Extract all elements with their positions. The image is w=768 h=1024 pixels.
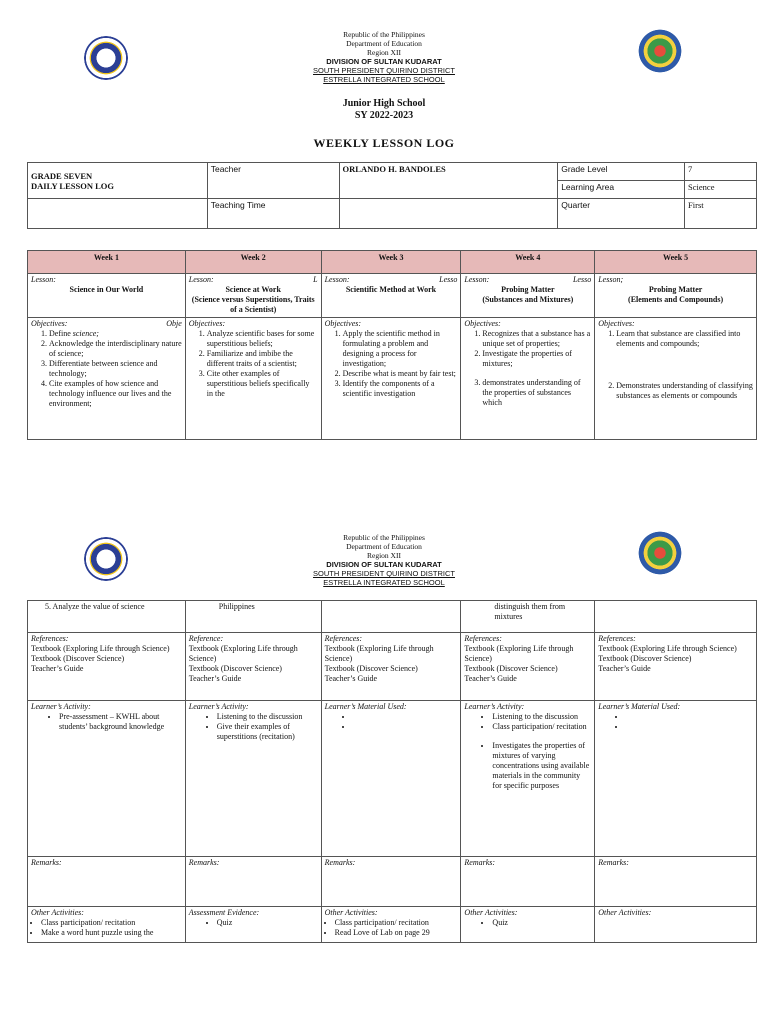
teaching-time-label: Teaching Time: [207, 199, 339, 229]
lesson-label: Lesson:: [31, 275, 56, 284]
lesson-label: Lesson;: [598, 275, 624, 284]
lesson-subtitle: (Elements and Compounds): [628, 295, 724, 304]
activities-w1: Learner’s Activity: • Pre-assessment – KWHL about students’ background knowledge: [28, 701, 186, 857]
objective-item: 2. Demonstrates understanding of classifying substances as elements or compounds: [616, 381, 753, 401]
quarter-value: First: [685, 199, 757, 229]
other-w5: Other Activities:: [595, 907, 757, 943]
references-w1: References: Textbook (Exploring Life through Science) Textbook (Discover Science) Teacher’s Guide: [28, 633, 186, 701]
objective-item: 2. Familiarize and imbibe the different traits of a scientist;: [207, 349, 318, 369]
objectives-cell-w3: [321, 318, 461, 440]
objectives-label: Objectives:: [188, 319, 226, 328]
other-list: • Class participation/ recitation • Read Love of Lab on page 29: [325, 918, 458, 938]
lesson-title: Science in Our World: [69, 285, 144, 294]
activities-list: [598, 712, 753, 732]
objective-item: 4. Cite examples of how science and technology influence our lives and the environment;: [49, 379, 182, 409]
blank-cell: [28, 199, 208, 229]
lesson-title: Probing Matter: [501, 285, 555, 294]
remarks-w5: Remarks:: [595, 857, 757, 907]
continued-w4: distinguish them from mixtures: [461, 601, 595, 633]
dept-line: Department of Education: [346, 542, 422, 551]
objectives-label: Objectives:: [464, 319, 501, 328]
lesson-cell-w1: [28, 274, 186, 318]
lesson-subtitle: (Science versus Superstitions, Traits of a Scientist): [191, 295, 315, 314]
objective-item: 3. Identify the components of a scientific investigation: [343, 379, 458, 399]
lesson-cell-w4: [461, 274, 595, 318]
teaching-time-value: [339, 199, 558, 229]
lesson-subtitle: (Substances and Mixtures): [482, 295, 574, 304]
objective-item: 3. demonstrates understanding of the properties of substances which: [482, 378, 591, 408]
lesson-cell-w2: [185, 274, 321, 318]
week-3-header: Week 3: [321, 251, 461, 274]
activities-list: • Pre-assessment – KWHL about students’ background knowledge: [31, 712, 182, 732]
republic-line: Republic of the Philippines: [343, 30, 425, 39]
references-w2: Reference: Textbook (Exploring Life through Science) Textbook (Discover Science) Teacher’s Guide: [185, 633, 321, 701]
activities-list: • Listening to the discussion • Class participation/ recitation • Investigates the properties of mixtures of varying concentrations using available materials in the community for specific purposes: [464, 712, 591, 791]
title-level: Junior High School: [342, 98, 426, 109]
week-5-header: Week 5: [595, 251, 757, 274]
learning-area-label: Learning Area: [558, 181, 685, 199]
references-w4: References: Textbook (Exploring Life through Science) Textbook (Discover Science) Teacher’s Guide: [461, 633, 595, 701]
objective-item: 1. Define science;: [49, 329, 182, 339]
dept-line: Department of Education: [346, 39, 422, 48]
objectives-list-w5: [598, 329, 753, 401]
objectives-list-w1: [31, 329, 182, 409]
other-w1: Other Activities: • Class participation/ recitation • Make a word hunt puzzle using the: [28, 907, 186, 943]
activities-w4: Learner’s Activity: • Listening to the discussion • Class participation/ recitation • Investigates the properties of mixtures of varying concentrations using available materials in the community for specific purposes: [461, 701, 595, 857]
objectives-label: Objectives:: [324, 319, 362, 328]
lesson-title: Science at Work: [225, 285, 281, 294]
division-line: DIVISION OF SULTAN KUDARAT: [326, 560, 442, 569]
quarter-label: Quarter: [558, 199, 685, 229]
other-w3: Other Activities: • Class participation/ recitation • Read Love of Lab on page 29: [321, 907, 461, 943]
activities-list: [325, 712, 458, 732]
objective-item: 3. Cite other examples of superstitious beliefs specifically in the: [207, 369, 318, 399]
other-w4: Other Activities: • Quiz: [461, 907, 595, 943]
title-block: [0, 98, 768, 122]
info-table: [27, 162, 757, 229]
letterhead: [0, 533, 768, 587]
remarks-w4: Remarks:: [461, 857, 595, 907]
objective-item: 1. Apply the scientific method in formulating a problem and designing a process for investigation;: [343, 329, 458, 369]
school-line: ESTRELLA INTEGRATED SCHOOL: [323, 578, 445, 587]
teacher-label: Teacher: [207, 163, 339, 199]
district-line: SOUTH PRESIDENT QUIRINO DISTRICT: [313, 66, 455, 75]
objective-item: 1. Recognizes that a substance has a unique set of properties;: [482, 329, 591, 349]
week-1-header: Week 1: [28, 251, 186, 274]
title-sy: SY 2022-2023: [354, 110, 414, 121]
lesson-cell-w3: [321, 274, 461, 318]
week-2-header: Week 2: [185, 251, 321, 274]
objectives-list-w4: [464, 329, 591, 408]
objective-item: 2. Describe what is meant by fair test;: [343, 369, 458, 379]
school-line: ESTRELLA INTEGRATED SCHOOL: [323, 75, 445, 84]
grade-label: GRADE SEVEN: [31, 170, 93, 181]
objective-item: 2. Investigate the properties of mixtures;: [482, 349, 591, 369]
lesson-label: Lesson: L: [188, 275, 318, 284]
page-title: WEEKLY LESSON LOG: [313, 136, 455, 150]
grade-cell: [28, 163, 208, 199]
grade-level-label: Grade Level: [558, 163, 685, 181]
objectives-cell-w1: [28, 318, 186, 440]
daily-label: DAILY LESSON LOG: [31, 180, 114, 191]
learning-area-value: Science: [685, 181, 757, 199]
remarks-w3: Remarks:: [321, 857, 461, 907]
objectives-label: Objectives:: [598, 319, 635, 328]
continued-w5: [595, 601, 757, 633]
teacher-name: ORLANDO H. BANDOLES: [339, 163, 558, 199]
objective-item: 2. Acknowledge the interdisciplinary nature of science;: [49, 339, 182, 359]
letterhead: [0, 30, 768, 84]
references-w5: References: Textbook (Exploring Life through Science) Textbook (Discover Science) Teacher’s Guide: [595, 633, 757, 701]
objective-item: 3. Differentiate between science and technology;: [49, 359, 182, 379]
lesson-cell-w5: [595, 274, 757, 318]
objectives-list-w3: [325, 329, 458, 399]
continued-w2: Philippines: [185, 601, 321, 633]
continued-w3: [321, 601, 461, 633]
remarks-w2: Remarks:: [185, 857, 321, 907]
lesson-title: Scientific Method at Work: [345, 285, 437, 294]
activities-w5: Learner’s Material Used: • •: [595, 701, 757, 857]
lesson-title: Probing Matter: [648, 285, 703, 294]
week-4-header: Week 4: [461, 251, 595, 274]
objectives-list-w2: [189, 329, 318, 399]
division-line: DIVISION OF SULTAN KUDARAT: [326, 57, 442, 66]
lesson-label: Lesson: Lesso: [324, 275, 458, 284]
other-list: • Quiz: [464, 918, 591, 928]
region-line: Region XII: [367, 48, 401, 57]
lesson-label: Lesson: Lesso: [464, 275, 592, 284]
objectives-cell-w4: [461, 318, 595, 440]
week-table-page1: [27, 250, 757, 440]
objectives-label: Objectives: Obje: [31, 319, 182, 328]
objective-item: 1. Analyze scientific bases for some superstitious beliefs;: [207, 329, 318, 349]
objective-item: 1. Learn that substance are classified into elements and compounds;: [616, 329, 753, 349]
other-list: • Quiz: [189, 918, 318, 928]
activities-w2: Learner’s Activity: • Listening to the discussion • Give their examples of superstitions (recitation): [185, 701, 321, 857]
grade-level-value: 7: [685, 163, 757, 181]
activities-list: • Listening to the discussion • Give their examples of superstitions (recitation): [189, 712, 318, 742]
objectives-cell-w2: [185, 318, 321, 440]
district-line: SOUTH PRESIDENT QUIRINO DISTRICT: [313, 569, 455, 578]
region-line: Region XII: [367, 551, 401, 560]
republic-line: Republic of the Philippines: [343, 533, 425, 542]
references-w3: References: Textbook (Exploring Life through Science) Textbook (Discover Science) Teacher’s Guide: [321, 633, 461, 701]
week-table-page2: [27, 600, 757, 943]
other-list: • Class participation/ recitation • Make a word hunt puzzle using the: [31, 918, 182, 938]
remarks-w1: Remarks:: [28, 857, 186, 907]
objectives-cell-w5: [595, 318, 757, 440]
continued-w1: 5. Analyze the value of science: [28, 601, 186, 633]
other-w2: Assessment Evidence: • Quiz: [185, 907, 321, 943]
activities-w3: Learner’s Material Used: • •: [321, 701, 461, 857]
